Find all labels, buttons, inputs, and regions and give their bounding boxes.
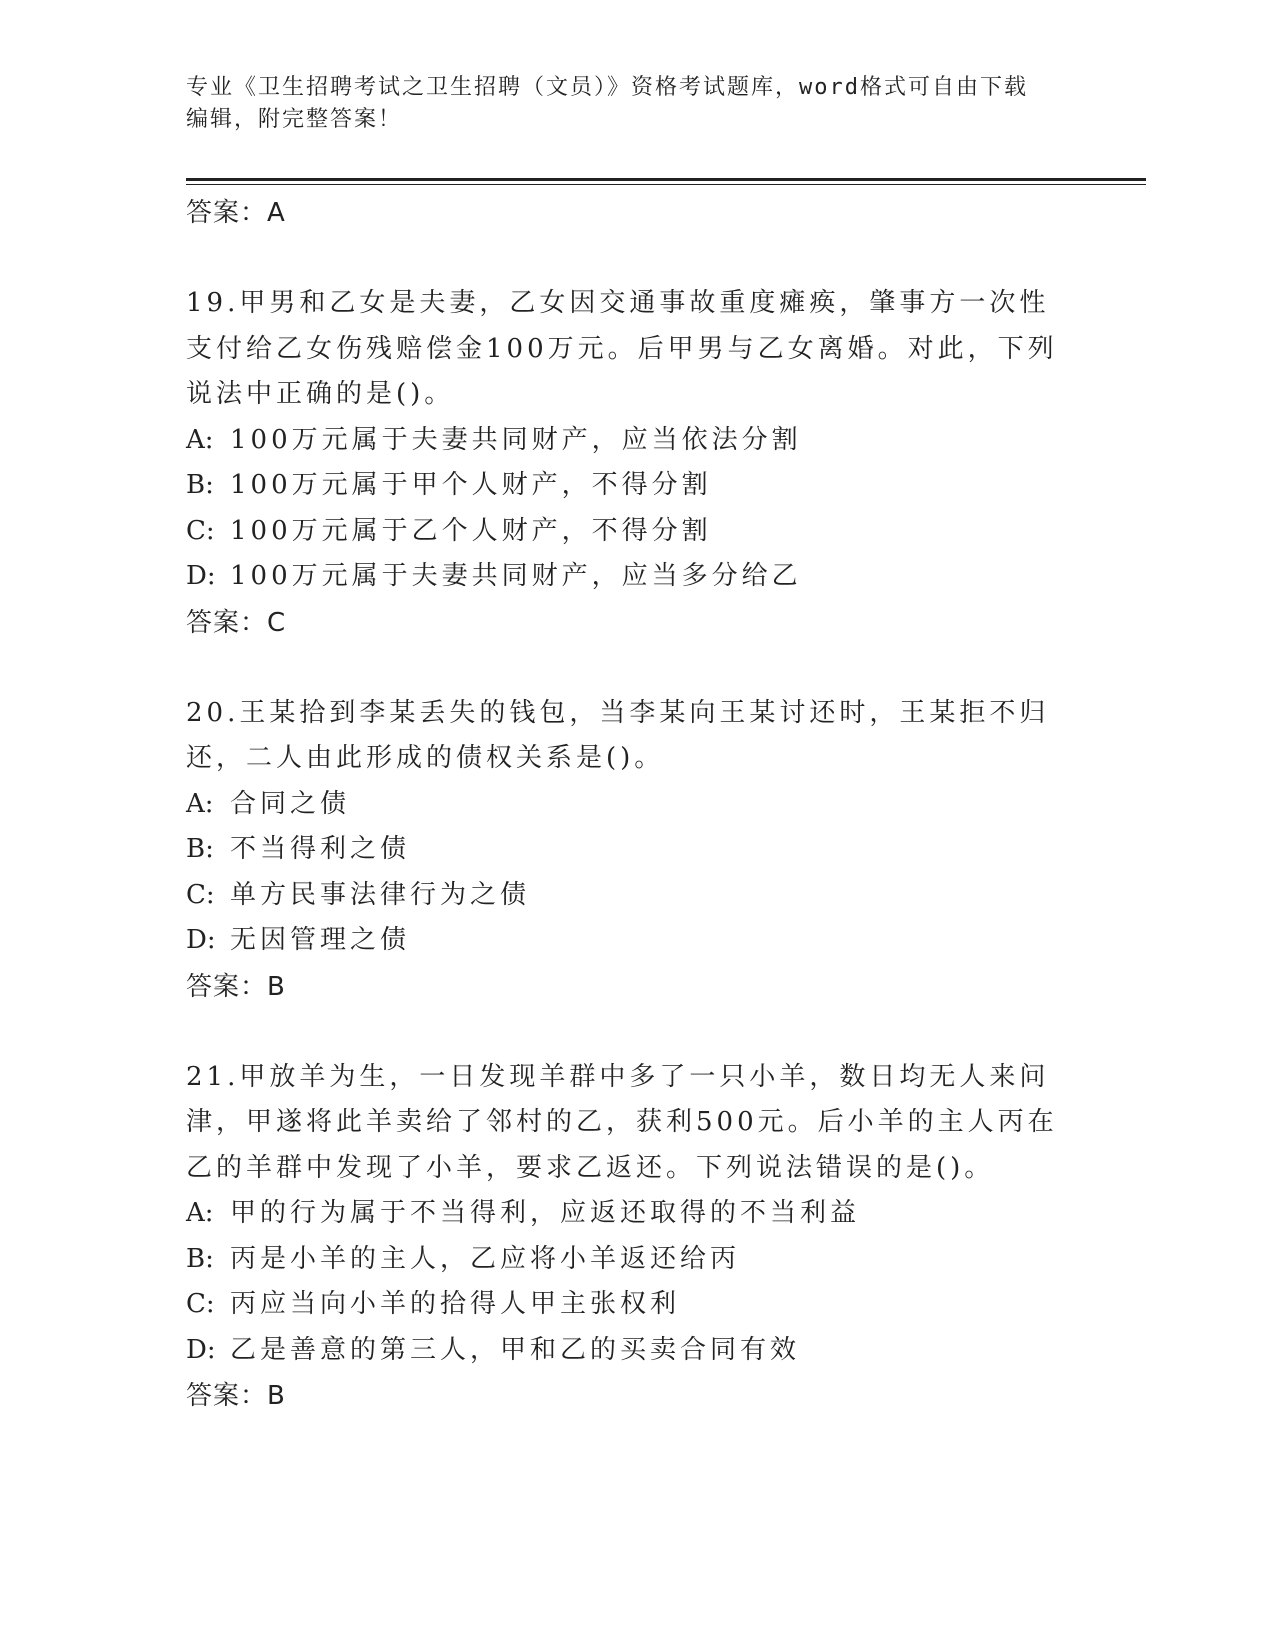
option-letter: B: bbox=[186, 834, 214, 864]
option-a bbox=[186, 418, 1106, 464]
option-letter: B: bbox=[186, 470, 214, 500]
option-text: 100万元属于夫妻共同财产，应当依法分割 bbox=[230, 424, 802, 455]
option-letter: D: bbox=[186, 561, 216, 591]
question-stem: 20.王某拾到李某丢失的钱包，当李某向王某讨还时，王某拒不归还，二人由此形成的债权关系是()。 bbox=[186, 697, 1050, 773]
header-rule-thin bbox=[186, 184, 1146, 185]
option-text: 单方民事法律行为之债 bbox=[230, 879, 531, 910]
option-text: 100万元属于甲个人财产，不得分割 bbox=[230, 470, 712, 500]
option-text: 合同之债 bbox=[230, 788, 351, 819]
spacer bbox=[186, 1010, 1106, 1055]
option-text: 甲的行为属于不当得利，应返还取得的不当利益 bbox=[230, 1198, 861, 1228]
answer-value: C bbox=[267, 607, 287, 638]
option-text: 不当得利之债 bbox=[230, 834, 411, 864]
option-c bbox=[186, 1282, 1106, 1328]
spacer bbox=[186, 646, 1106, 691]
question-stem: 21.甲放羊为生，一日发现羊群中多了一只小羊，数日均无人来问津，甲遂将此羊卖给了邻村的乙，获利500元。后小羊的主人丙在乙的羊群中发现了小羊，要求乙返还。下列说法错误的是()。 bbox=[186, 1061, 1058, 1183]
option-text: 100万元属于乙个人财产，不得分割 bbox=[230, 515, 712, 546]
option-letter: A: bbox=[186, 424, 214, 455]
option-letter: D: bbox=[186, 925, 216, 955]
option-letter: A: bbox=[186, 788, 214, 819]
question-21 bbox=[186, 1055, 1106, 1374]
answer-label: 答案： bbox=[186, 1381, 268, 1411]
answer-label: 答案： bbox=[186, 971, 268, 1002]
previous-answer bbox=[186, 190, 1106, 236]
question-stem: 19.甲男和乙女是夫妻，乙女因交通事故重度瘫痪，肇事方一次性支付给乙女伤残赔偿金100万元。后甲男与乙女离婚。对此，下列说法中正确的是()。 bbox=[186, 288, 1058, 409]
header-line-1: 专业《卫生招聘考试之卫生招聘（文员）》资格考试题库，word格式可自由下载 bbox=[186, 75, 1028, 100]
option-b bbox=[186, 1237, 1106, 1283]
question-19 bbox=[186, 281, 1106, 600]
answer-value: B bbox=[267, 1381, 286, 1411]
question-20 bbox=[186, 691, 1106, 964]
option-b bbox=[186, 827, 1106, 873]
option-a bbox=[186, 1191, 1106, 1237]
option-a bbox=[186, 782, 1106, 828]
question-list bbox=[186, 190, 1106, 1419]
header-line-2: 编辑，附完整答案！ bbox=[186, 107, 403, 132]
option-b bbox=[186, 463, 1106, 509]
option-text: 乙是善意的第三人，甲和乙的买卖合同有效 bbox=[230, 1334, 801, 1365]
question-19-answer bbox=[186, 600, 1106, 646]
option-text: 100万元属于夫妻共同财产，应当多分给乙 bbox=[230, 561, 802, 591]
answer-value: A bbox=[267, 198, 286, 228]
option-c bbox=[186, 873, 1106, 919]
option-letter: D: bbox=[186, 1334, 216, 1365]
option-text: 无因管理之债 bbox=[230, 925, 411, 955]
question-21-answer bbox=[186, 1373, 1106, 1419]
option-text: 丙是小羊的主人，乙应将小羊返还给丙 bbox=[230, 1243, 741, 1274]
option-d bbox=[186, 554, 1106, 600]
option-c bbox=[186, 509, 1106, 555]
option-d bbox=[186, 918, 1106, 964]
option-letter: C: bbox=[186, 879, 215, 910]
answer-value: B bbox=[267, 971, 286, 1002]
page-header bbox=[186, 72, 1066, 136]
option-letter: B: bbox=[186, 1243, 214, 1274]
option-text: 丙应当向小羊的拾得人甲主张权利 bbox=[230, 1289, 681, 1319]
option-letter: C: bbox=[186, 1289, 215, 1319]
answer-label: 答案： bbox=[186, 607, 268, 638]
option-d bbox=[186, 1328, 1106, 1374]
option-letter: A: bbox=[186, 1198, 214, 1228]
option-letter: C: bbox=[186, 515, 215, 546]
answer-label: 答案： bbox=[186, 198, 268, 228]
spacer bbox=[186, 236, 1106, 281]
question-20-answer bbox=[186, 964, 1106, 1010]
header-rule-thick bbox=[186, 178, 1146, 181]
